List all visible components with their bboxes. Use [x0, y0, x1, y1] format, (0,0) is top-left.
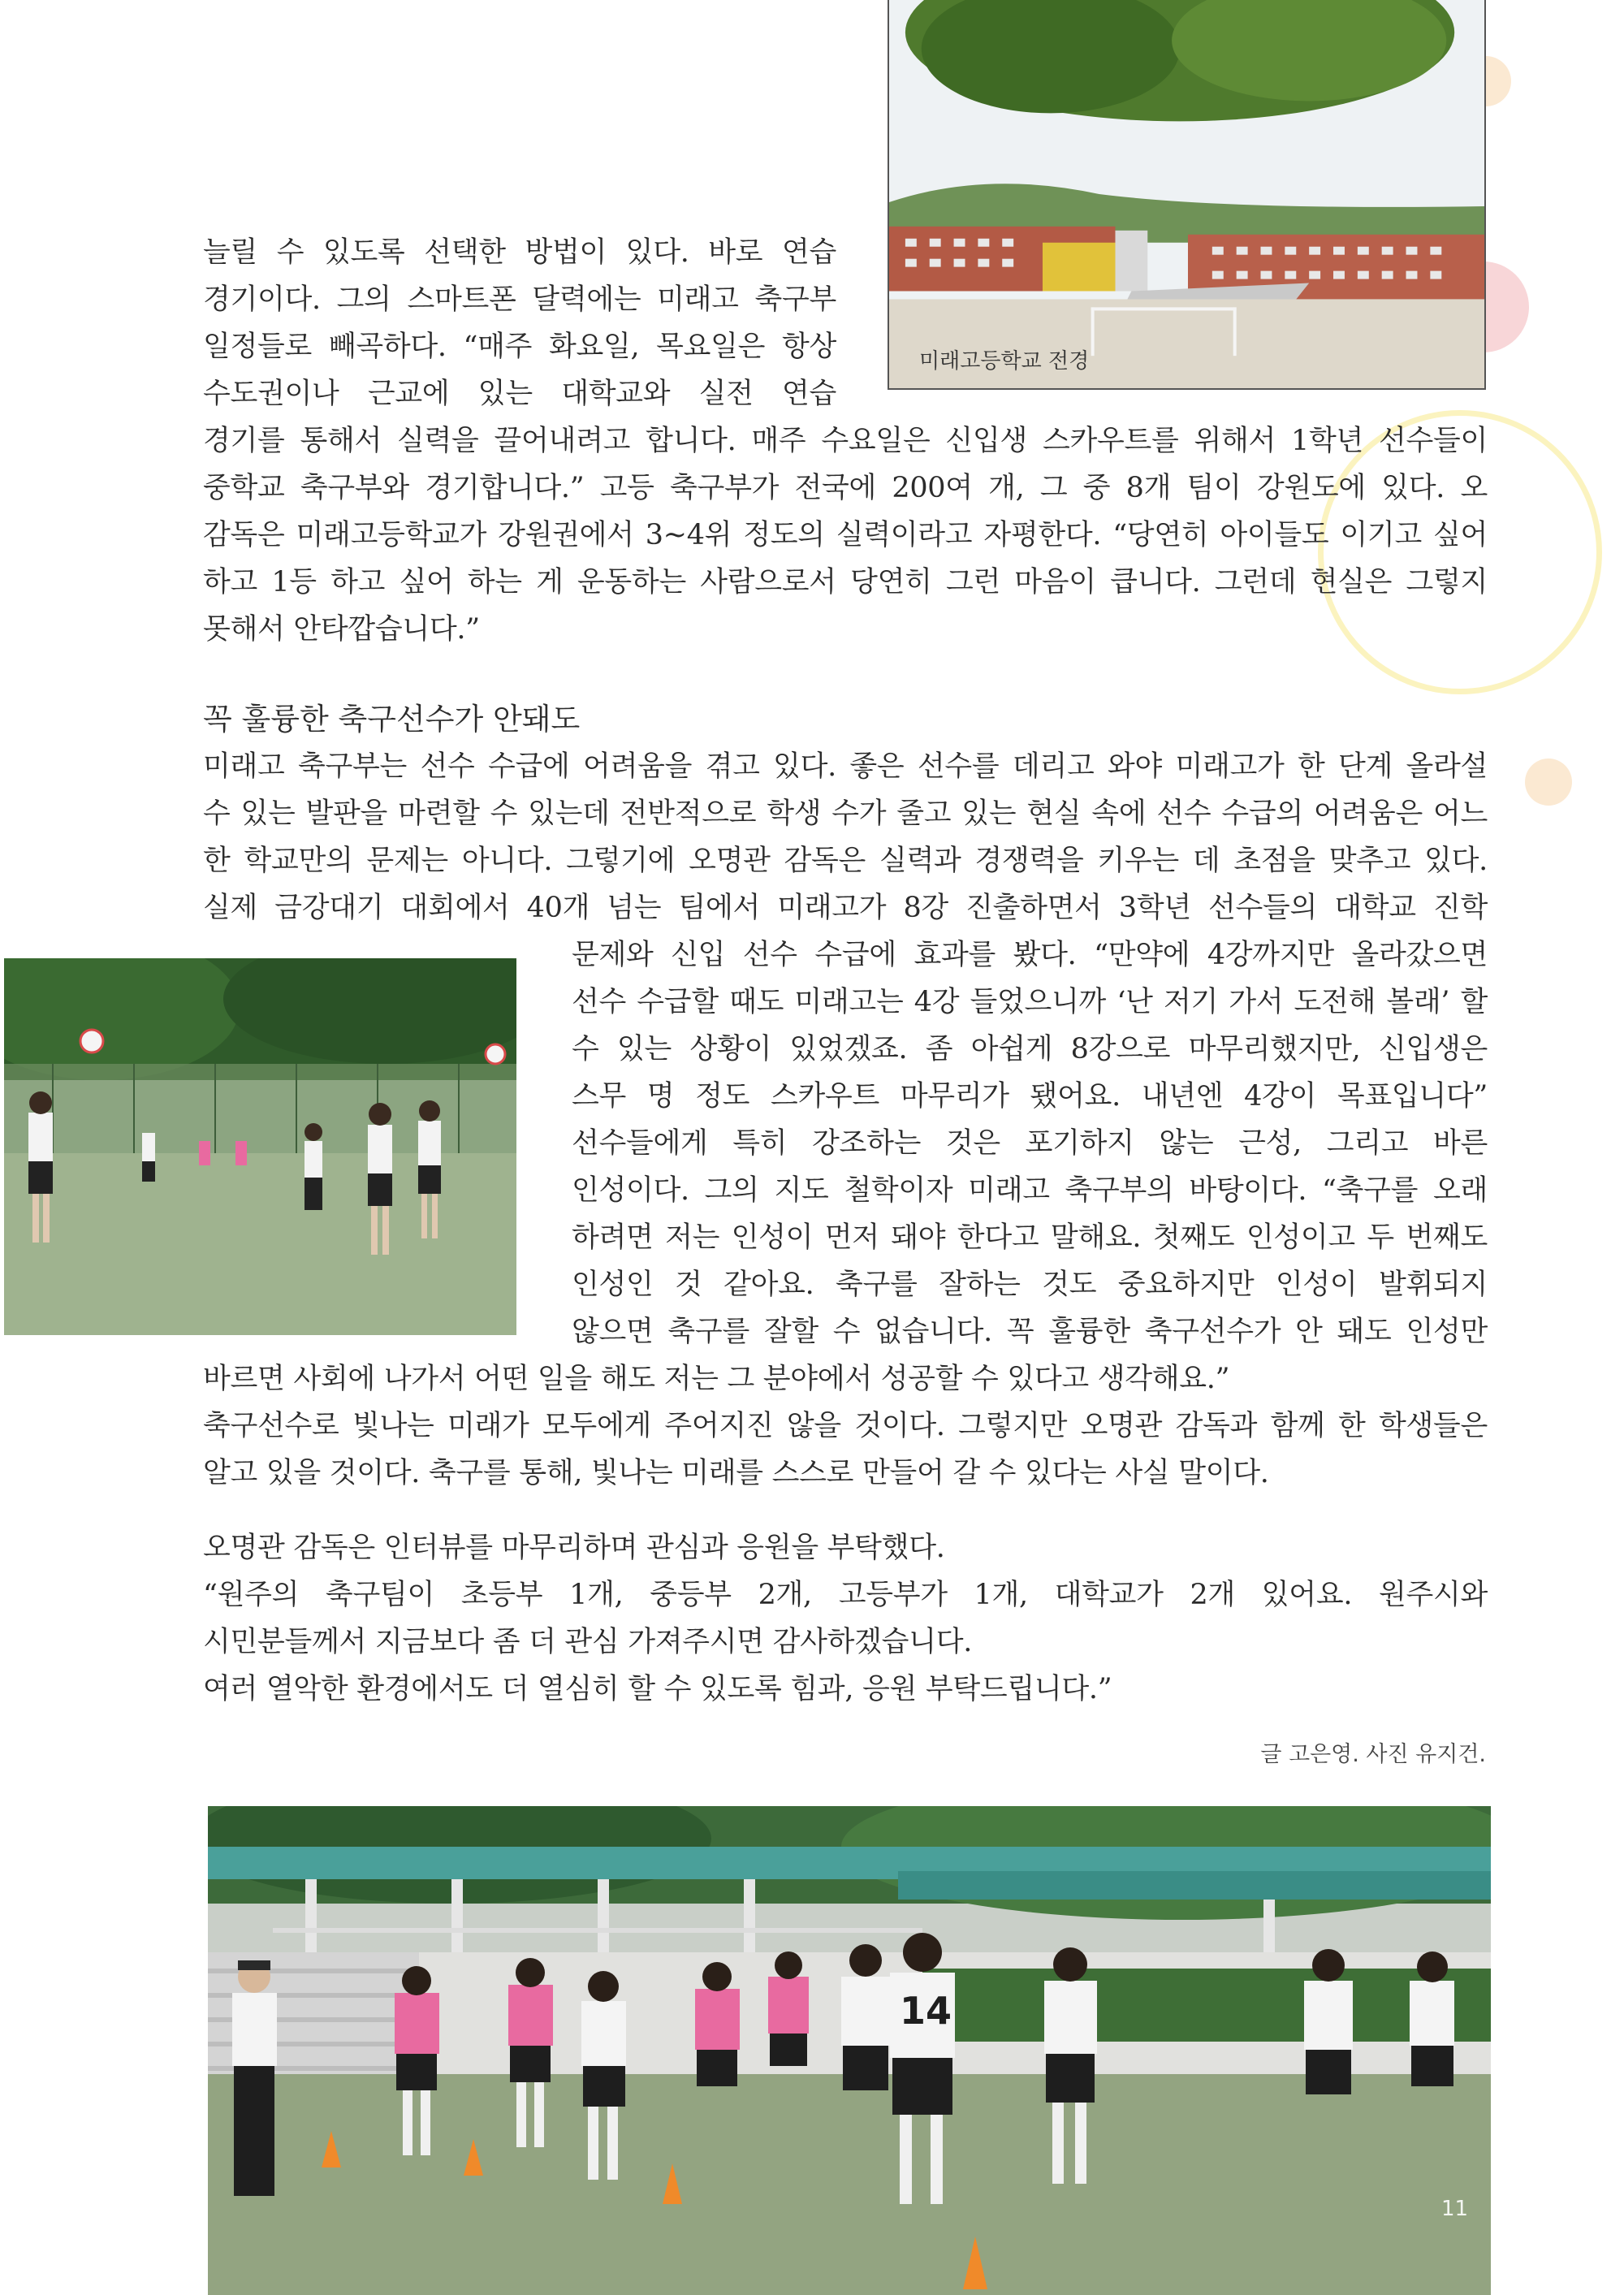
body-line: 경기이다. 그의 스마트폰 달력에는 미래고 축구부	[203, 283, 836, 316]
photo-credit: 글 고은영. 사진 유지건.	[1260, 1742, 1486, 1767]
body-line: 감독은 미래고등학교가 강원권에서 3~4위 정도의 실력이라고 자평한다. “당연히 아이들도 이기고 싶어	[203, 519, 1488, 551]
body-line: 경기를 통해서 실력을 끌어내려고 합니다. 매주 수요일은 신입생 스카우트를 위해서 1학년 선수들이	[203, 425, 1488, 457]
body-line: 하고 1등 하고 싶어 하는 게 운동하는 사람으로서 당연히 그런 마음이 큽니다. 그런데 현실은 그렇지	[203, 566, 1488, 599]
body-line: 문제와 신입 선수 수급에 효과를 봤다. “만약에 4강까지만 올라갔으면	[572, 939, 1488, 971]
body-line: 인성이다. 그의 지도 철학이자 미래고 축구부의 바탕이다. “축구를 오래	[572, 1174, 1488, 1207]
body-line: 인성인 것 같아요. 축구를 잘하는 것도 중요하지만 인성이 발휘되지	[572, 1269, 1488, 1301]
school-photo-caption: 미래고등학교 전경	[919, 349, 1090, 374]
team-warmup-photo	[208, 1806, 1491, 2295]
body-line: 늘릴 수 있도록 선택한 방법이 있다. 바로 연습	[203, 236, 836, 269]
body-line: 바르면 사회에 나가서 어떤 일을 해도 저는 그 분야에서 성공할 수 있다고 생각해요.”	[203, 1363, 1230, 1395]
section-subheading: 꼭 훌륭한 축구선수가 안돼도	[203, 702, 581, 737]
body-line: 중학교 축구부와 경기합니다.” 고등 축구부가 전국에 200여 개, 그 중 8개 팀이 강원도에 있다. 오	[203, 472, 1488, 504]
body-line: 않으면 축구를 잘할 수 없습니다. 꼭 훌륭한 축구선수가 안 돼도 인성만	[572, 1316, 1488, 1348]
body-line: 스무 명 정도 스카우트 마무리가 됐어요. 내년엔 4강이 목표입니다”	[572, 1080, 1488, 1113]
training-photo	[4, 958, 516, 1335]
body-line: 일정들로 빼곡하다. “매주 화요일, 목요일은 항상	[203, 331, 836, 363]
body-line: 선수 수급할 때도 미래고는 4강 들었으니까 ‘난 저기 가서 도전해 볼래’ 할	[572, 986, 1488, 1018]
body-line: 오명관 감독은 인터뷰를 마무리하며 관심과 응원을 부탁했다.	[203, 1532, 945, 1564]
body-line: 알고 있을 것이다. 축구를 통해, 빛나는 미래를 스스로 만들어 갈 수 있다는 사실 말이다.	[203, 1457, 1269, 1489]
page-number: 11	[1441, 2197, 1469, 2221]
body-line: 수 있는 발판을 마련할 수 있는데 전반적으로 학생 수가 줄고 있는 현실 속에 선수 수급의 어려움은 어느	[203, 797, 1488, 830]
body-line: 하려면 저는 인성이 먼저 돼야 한다고 말해요. 첫째도 인성이고 두 번째도	[572, 1221, 1488, 1254]
jersey-number: 14	[900, 1989, 952, 2033]
body-line: 못해서 안타깝습니다.”	[203, 613, 480, 646]
body-line: “원주의 축구팀이 초등부 1개, 중등부 2개, 고등부가 1개, 대학교가 2개 있어요. 원주시와	[203, 1579, 1488, 1611]
school-exterior-photo	[888, 0, 1486, 390]
body-line: 선수들에게 특히 강조하는 것은 포기하지 않는 근성, 그리고 바른	[572, 1127, 1488, 1160]
body-line: 시민분들께서 지금보다 좀 더 관심 가져주시면 감사하겠습니다.	[203, 1626, 973, 1658]
body-line: 실제 금강대기 대회에서 40개 넘는 팀에서 미래고가 8강 진출하면서 3학년 선수들의 대학교 진학	[203, 892, 1488, 924]
body-line: 한 학교만의 문제는 아니다. 그렇기에 오명관 감독은 실력과 경쟁력을 키우는 데 초점을 맞추고 있다.	[203, 845, 1488, 877]
body-line: 수 있는 상황이 있었겠죠. 좀 아쉽게 8강으로 마무리했지만, 신입생은	[572, 1033, 1488, 1065]
body-line: 축구선수로 빛나는 미래가 모두에게 주어지진 않을 것이다. 그렇지만 오명관 감독과 함께 한 학생들은	[203, 1410, 1488, 1442]
body-line: 여러 열악한 환경에서도 더 열심히 할 수 있도록 힘과, 응원 부탁드립니다.”	[203, 1673, 1112, 1705]
body-line: 미래고 축구부는 선수 수급에 어려움을 겪고 있다. 좋은 선수를 데리고 와야 미래고가 한 단계 올라설	[203, 750, 1488, 783]
decorative-circle-cream-right	[1525, 759, 1572, 806]
body-line: 수도권이나 근교에 있는 대학교와 실전 연습	[203, 378, 836, 410]
